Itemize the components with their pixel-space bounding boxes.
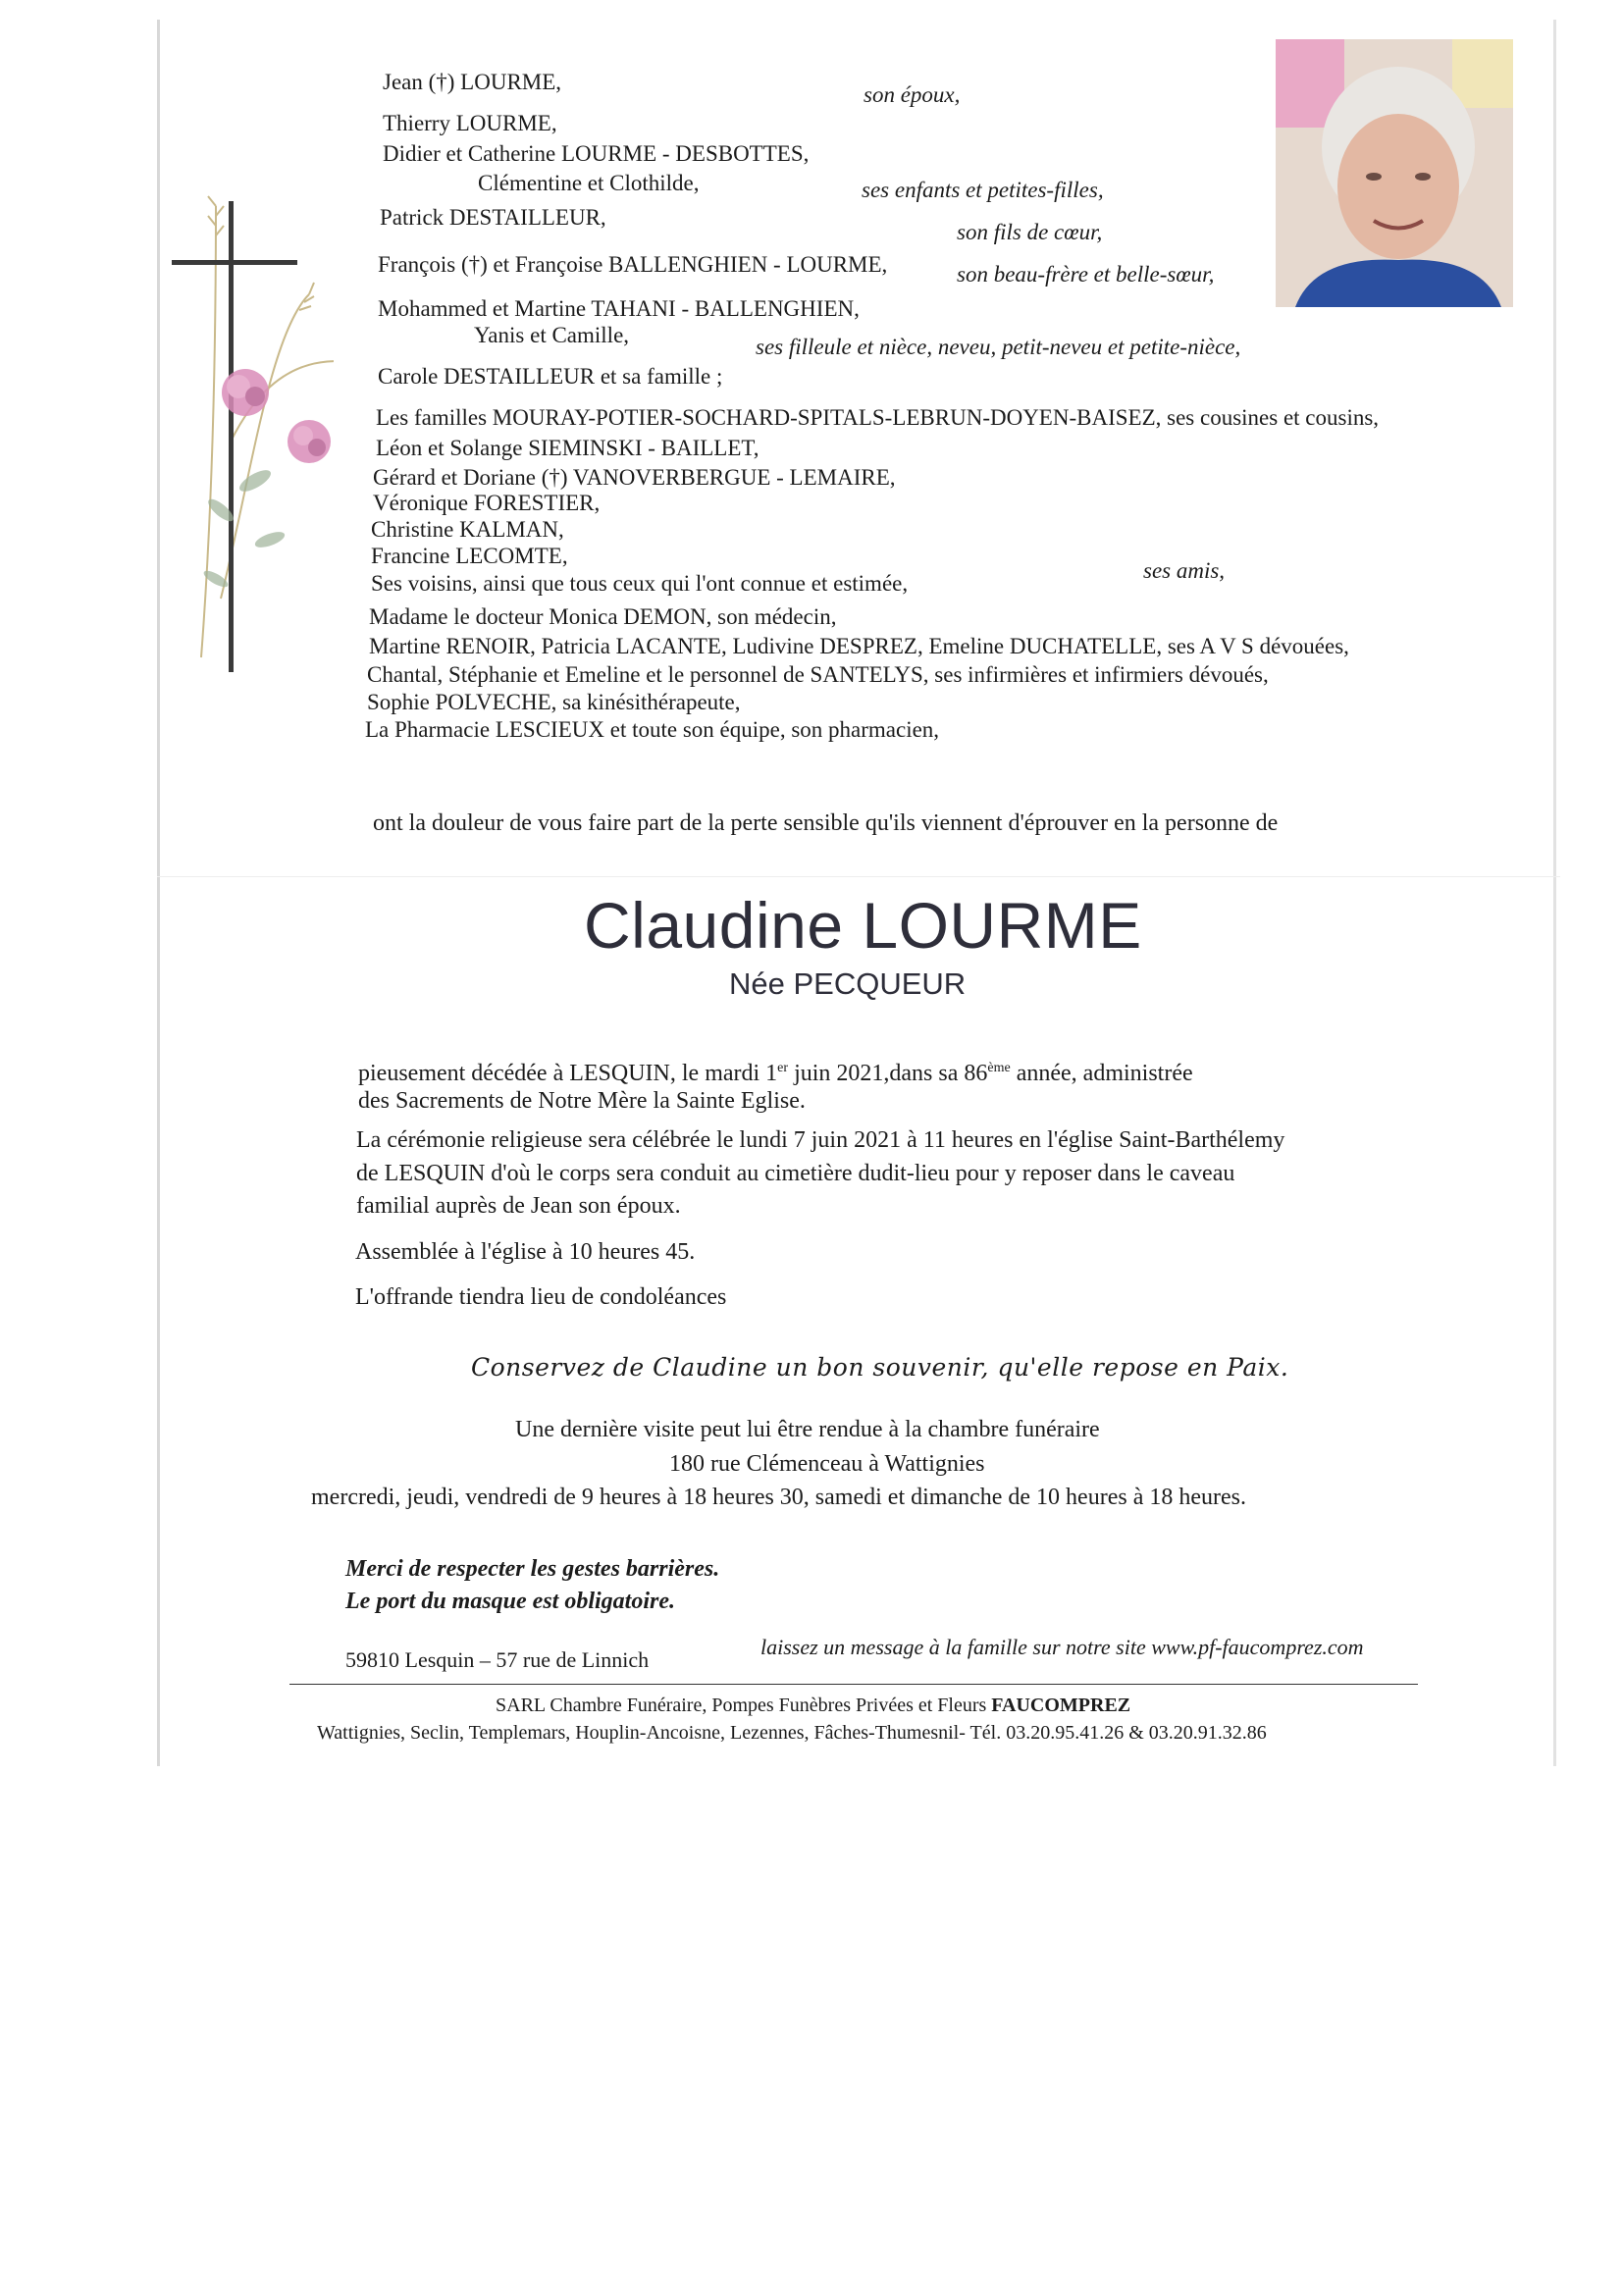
deceased-name: Claudine LOURME (584, 889, 1142, 962)
family-line: Véronique FORESTIER, (373, 491, 601, 515)
leaves (201, 466, 287, 590)
website-message: laissez un message à la famille sur notre site www.pf-faucomprez.com (760, 1635, 1364, 1659)
relation-label: son époux, (864, 82, 961, 107)
death-details-line2: des Sacrements de Notre Mère la Sainte Eglise. (358, 1088, 806, 1114)
company-description: SARL Chambre Funéraire, Pompes Funèbres Privées et Fleurs (496, 1695, 992, 1716)
company-name: FAUCOMPREZ (991, 1695, 1131, 1716)
family-line: Carole DESTAILLEUR et sa famille ; (378, 364, 723, 389)
visit-line3: mercredi, jeudi, vendredi de 9 heures à 18 heures 30, samedi et dimanche de 10 heures à 18 heures. (311, 1485, 1246, 1510)
announcement-text: ont la douleur de vous faire part de la perte sensible qu'ils viennent d'éprouver en la personne de (373, 810, 1279, 836)
visit-line2: 180 rue Clémenceau à Wattignies (669, 1451, 985, 1477)
relation-label: ses enfants et petites-filles, (862, 178, 1104, 202)
family-line: François (†) et Françoise BALLENGHIEN - LOURME, (378, 252, 888, 277)
family-line: Didier et Catherine LOURME - DESBOTTES, (383, 141, 810, 166)
footer-divider (289, 1684, 1418, 1685)
family-line: La Pharmacie LESCIEUX et toute son équipe, son pharmacien, (365, 717, 940, 742)
pink-flower-2 (288, 420, 331, 463)
family-line: Francine LECOMTE, (371, 544, 568, 568)
pink-flower-1 (222, 369, 269, 416)
death-details-part: année, administrée (1010, 1061, 1193, 1086)
family-line: Les familles MOURAY-POTIER-SOCHARD-SPITALS-LEBRUN-DOYEN-BAISEZ, ses cousines et cousins, (376, 405, 1380, 430)
family-line: Madame le docteur Monica DEMON, son médecin, (369, 604, 837, 629)
family-line: Yanis et Camille, (474, 323, 630, 347)
memorial-quote: Conservez de Claudine un bon souvenir, qu'elle repose en Paix. (471, 1353, 1289, 1382)
family-line: Sophie POLVECHE, sa kinésithérapeute, (367, 690, 741, 714)
offering-note: L'offrande tiendra lieu de condoléances (355, 1284, 727, 1310)
ceremony-line2: de LESQUIN d'où le corps sera conduit au cimetière dudit-lieu pour y reposer dans le caveau (356, 1161, 1235, 1186)
cross-flowers-decoration (162, 186, 334, 677)
fold-line (157, 876, 1560, 877)
family-line: Jean (†) LOURME, (383, 70, 562, 94)
superscript: ème (987, 1061, 1011, 1075)
address: 59810 Lesquin – 57 rue de Linnich (345, 1647, 650, 1672)
family-line: Clémentine et Clothilde, (478, 171, 700, 195)
superscript: er (777, 1061, 789, 1075)
family-line: Gérard et Doriane (†) VANOVERBERGUE - LEMAIRE, (373, 465, 896, 490)
visit-line1: Une dernière visite peut lui être rendue à la chambre funéraire (515, 1417, 1100, 1442)
relation-label: ses amis, (1143, 558, 1226, 583)
death-details-part: pieusement décédée à LESQUIN, le mardi 1 (358, 1061, 778, 1086)
footer-line1 (496, 1692, 1130, 1719)
footer-line2: Wattignies, Seclin, Templemars, Houplin-Ancoisne, Lezennes, Fâches-Thumesnil- Tél. 03.20.95.41.26 & 03.20.91.32.86 (317, 1722, 1267, 1744)
deceased-birth-name: Née PECQUEUR (729, 966, 967, 1001)
family-line: Mohammed et Martine TAHANI - BALLENGHIEN, (378, 296, 860, 321)
assembly-time: Assemblée à l'église à 10 heures 45. (355, 1239, 696, 1265)
relation-label: son fils de cœur, (957, 220, 1103, 244)
barrier-notice: Merci de respecter les gestes barrières. (345, 1556, 720, 1582)
ceremony-line3: familial auprès de Jean son époux. (356, 1193, 681, 1219)
ceremony-line1: La cérémonie religieuse sera célébrée le lundi 7 juin 2021 à 11 heures en l'église Saint-Barthélemy (356, 1127, 1285, 1153)
page-edge-left (157, 20, 160, 1766)
page-edge-right (1553, 20, 1556, 1766)
death-details-part: juin 2021,dans sa 86 (788, 1061, 988, 1086)
family-line: Martine RENOIR, Patricia LACANTE, Ludivine DESPREZ, Emeline DUCHATELLE, ses A V S dévouées, (369, 634, 1349, 658)
death-details-line1 (358, 1055, 1193, 1087)
family-line: Ses voisins, ainsi que tous ceux qui l'ont connue et estimée, (371, 571, 909, 596)
relation-label: son beau-frère et belle-sœur, (957, 262, 1215, 287)
family-line: Thierry LOURME, (383, 111, 557, 135)
cross-vertical (229, 201, 234, 672)
mask-notice: Le port du masque est obligatoire. (345, 1589, 675, 1614)
family-line: Chantal, Stéphanie et Emeline et le personnel de SANTELYS, ses infirmières et infirmiers dévoués, (367, 662, 1269, 687)
relation-label: ses filleule et nièce, neveu, petit-neveu et petite-nièce, (756, 335, 1241, 359)
family-line: Patrick DESTAILLEUR, (380, 205, 606, 230)
portrait-photo (1276, 39, 1513, 307)
cross-horizontal (172, 260, 297, 265)
family-line: Léon et Solange SIEMINSKI - BAILLET, (376, 436, 759, 460)
family-line: Christine KALMAN, (371, 517, 564, 542)
